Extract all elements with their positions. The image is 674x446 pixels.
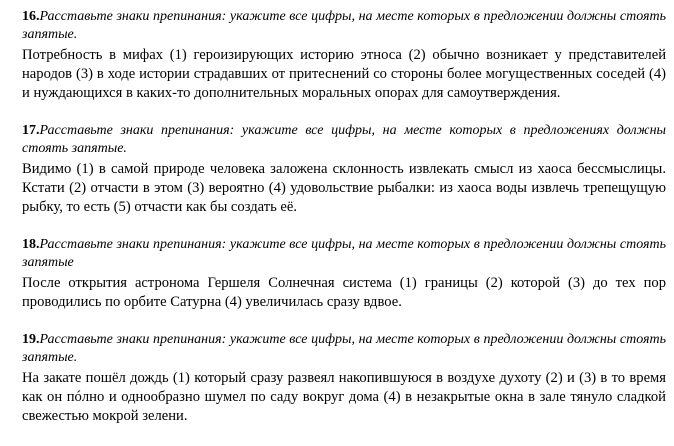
task-header [22, 122, 666, 158]
task-16 [22, 8, 666, 103]
task-header [22, 331, 666, 367]
task-number: 17. [22, 123, 40, 138]
task-header [22, 8, 666, 44]
task-header [22, 236, 666, 272]
document-page [22, 8, 666, 426]
task-number: 16. [22, 9, 40, 24]
task-text: Видимо (1) в самой природе человека заложена склонность извлекать смысл из хаоса бессмыслицы. Кстати (2) отчасти в этом (3) вероятно (4) удовольствие рыбалки: из хаоса воды извлечь трепещущую рыбку, то есть (5) отчасти как бы создать её. [22, 161, 666, 215]
task-19 [22, 331, 666, 426]
task-17 [22, 122, 666, 217]
task-text: После открытия астронома Гершеля Солнечная система (1) границы (2) которой (3) до тех пор проводились по орбите Сатурна (4) увеличилась сразу вдвое. [22, 275, 666, 310]
task-instruction: Расставьте знаки препинания: укажите все цифры, на месте которых в предложении должны стоять запятые. [22, 9, 666, 42]
task-instruction: Расставьте знаки препинания: укажите все цифры, на месте которых в предложениях должны стоять запятые. [22, 123, 666, 156]
task-text: На закате пошёл дождь (1) который сразу развеял накопившуюся в воздухе духоту (2) и (3) в то время как он пóлно и однообразно шумел по саду вокруг дома (4) в незакрытые окна в зале тянуло сладкой свежестью мокрой зелени. [22, 370, 666, 424]
task-instruction: Расставьте знаки препинания: укажите все цифры, на месте которых в предложении должны стоять запятые. [22, 332, 666, 365]
task-18 [22, 236, 666, 312]
task-number: 19. [22, 332, 40, 347]
task-text: Потребность в мифах (1) героизирующих историю этноса (2) обычно возникает у представителей народов (3) в ходе истории страдавших от притеснений со стороны более могущественных соседей (4) и нуждающихся в каких-то дополнительных моральных опорах для самоутверждения. [22, 47, 666, 101]
task-instruction: Расставьте знаки препинания: укажите все цифры, на месте которых в предложении должны стоять запятые [22, 237, 666, 270]
task-number: 18. [22, 237, 40, 252]
